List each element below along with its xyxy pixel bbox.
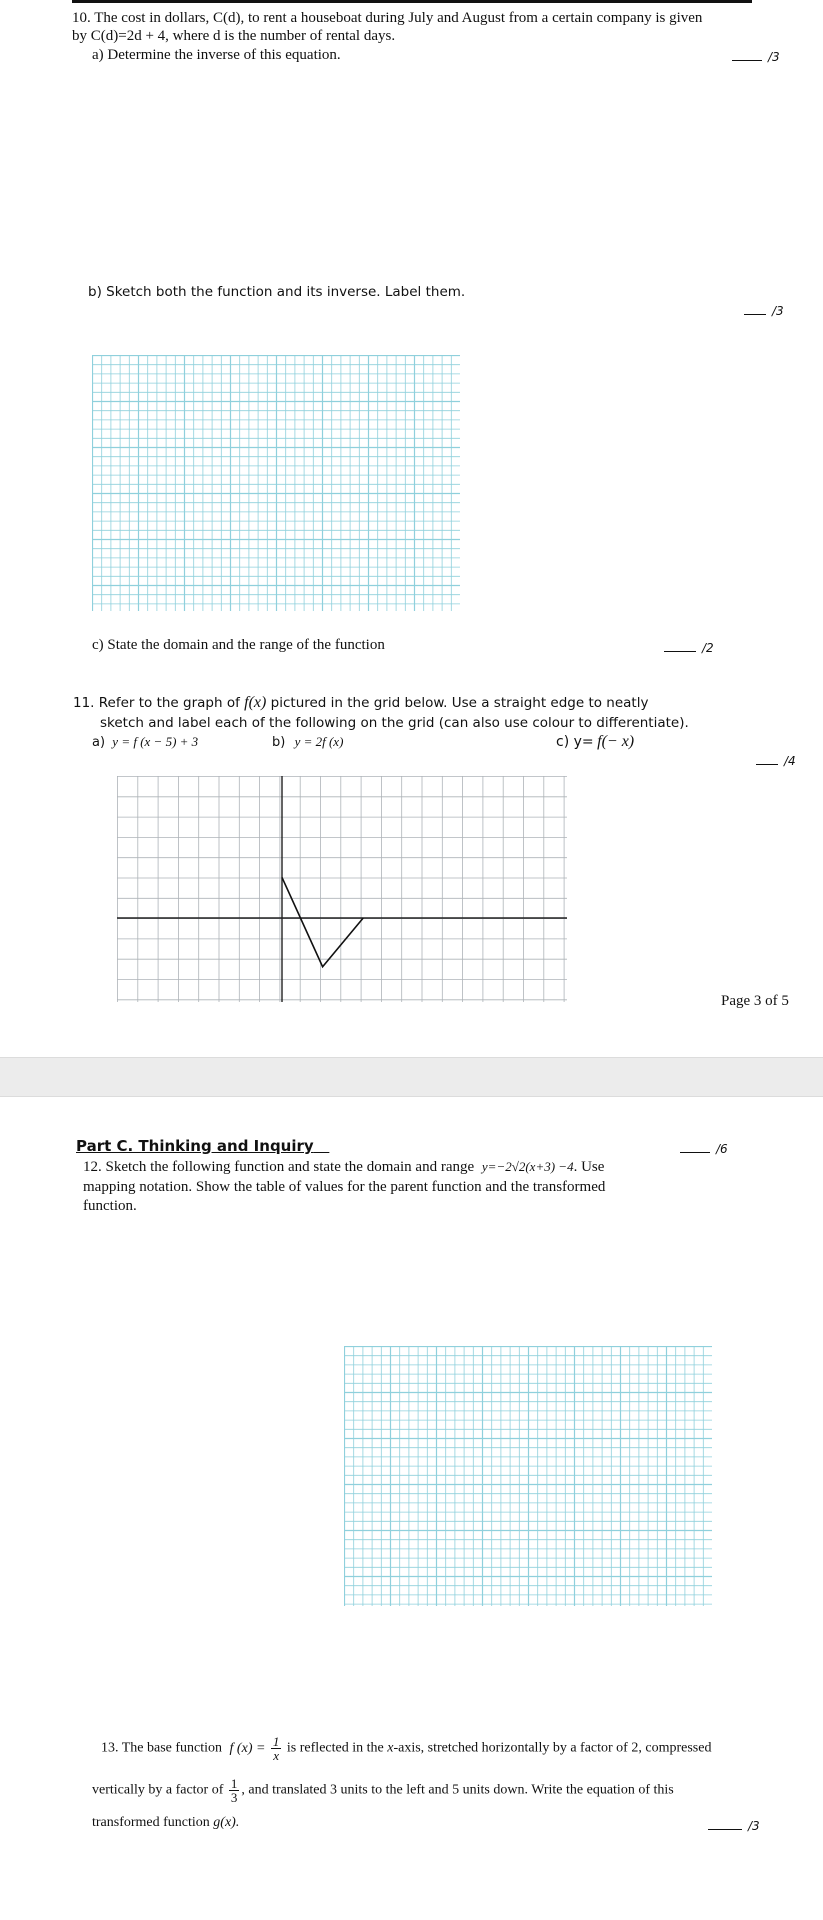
- q10-graph-paper[interactable]: [92, 355, 462, 613]
- q11-coordinate-grid[interactable]: [117, 776, 569, 1004]
- partC-mark-blank[interactable]: [680, 1140, 728, 1158]
- q10-stem-line1: 10. The cost in dollars, C(d), to rent a houseboat during July and August from a certain company is given: [72, 10, 703, 26]
- q13-marks: /3: [748, 1819, 760, 1833]
- q11-mark-blank[interactable]: [756, 752, 796, 770]
- q11-marks: /4: [784, 754, 796, 768]
- q10a-label: a) Determine the inverse of this equation.: [92, 47, 341, 63]
- q11-part-c: c) y= f(− x): [556, 733, 635, 750]
- q10a-marks: /3: [768, 50, 780, 64]
- q13-line1: 13. The base function f (x) = $\frac{1}{x}$ is reflected in the x-axis, stretched horizontally by a factor of 2, compressed: [101, 1734, 712, 1763]
- partC-marks: /6: [716, 1142, 728, 1156]
- q12-graph-paper[interactable]: [344, 1346, 714, 1608]
- fx-graph-line: [282, 877, 363, 966]
- q12-stem-line3: function.: [83, 1198, 137, 1214]
- q13-line3: transformed function g(x).: [92, 1815, 240, 1830]
- q11-part-a: a) y = f (x − 5) + 3: [92, 734, 199, 750]
- q10a-mark-blank[interactable]: [732, 48, 780, 66]
- q11-part-b: b) y = 2f (x): [272, 734, 344, 750]
- q10c-label: c) State the domain and the range of the function: [92, 637, 385, 653]
- partC-heading: Part C. Thinking and Inquiry: [76, 1137, 314, 1155]
- q13-fraction-one-third: $\frac{1}{3}$: [230, 1776, 238, 1805]
- q10b-mark-blank[interactable]: [744, 302, 784, 320]
- q13-mark-blank[interactable]: [708, 1817, 760, 1835]
- q10b-label: b) Sketch both the function and its inverse. Label them.: [88, 284, 466, 300]
- q10b-marks: /3: [772, 304, 784, 318]
- fx-notation: f(x): [244, 694, 267, 711]
- q11-stem-line2: sketch and label each of the following on the grid (can also use colour to differentiate).: [100, 715, 689, 731]
- q12-stem-line1: 12. Sketch the following function and state the domain and range y=−2√2(x+3) −4. Use: [83, 1159, 605, 1175]
- q10c-mark-blank[interactable]: [664, 639, 714, 657]
- q13-fraction-one-over-x: $\frac{1}{x}$: [272, 1734, 280, 1763]
- q11-stem-line1: 11. Refer to the graph of f(x) pictured in the grid below. Use a straight edge to neatly: [73, 694, 649, 711]
- top-cut-heading: [72, 0, 752, 7]
- q12-stem-line2: mapping notation. Show the table of values for the parent function and the transformed: [83, 1179, 606, 1195]
- page-number: Page 3 of 5: [721, 993, 789, 1009]
- q13-line2: vertically by a factor of $\frac{1}{3}$ , and translated 3 units to the left and 5 units down. Write the equation of this: [92, 1776, 674, 1805]
- q12-equation: y=−2√2(x+3) −4: [481, 1159, 574, 1174]
- q10c-marks: /2: [702, 641, 714, 655]
- q10-stem-line2: by C(d)=2d + 4, where d is the number of rental days.: [72, 28, 396, 44]
- page-break-gap: [0, 1057, 823, 1097]
